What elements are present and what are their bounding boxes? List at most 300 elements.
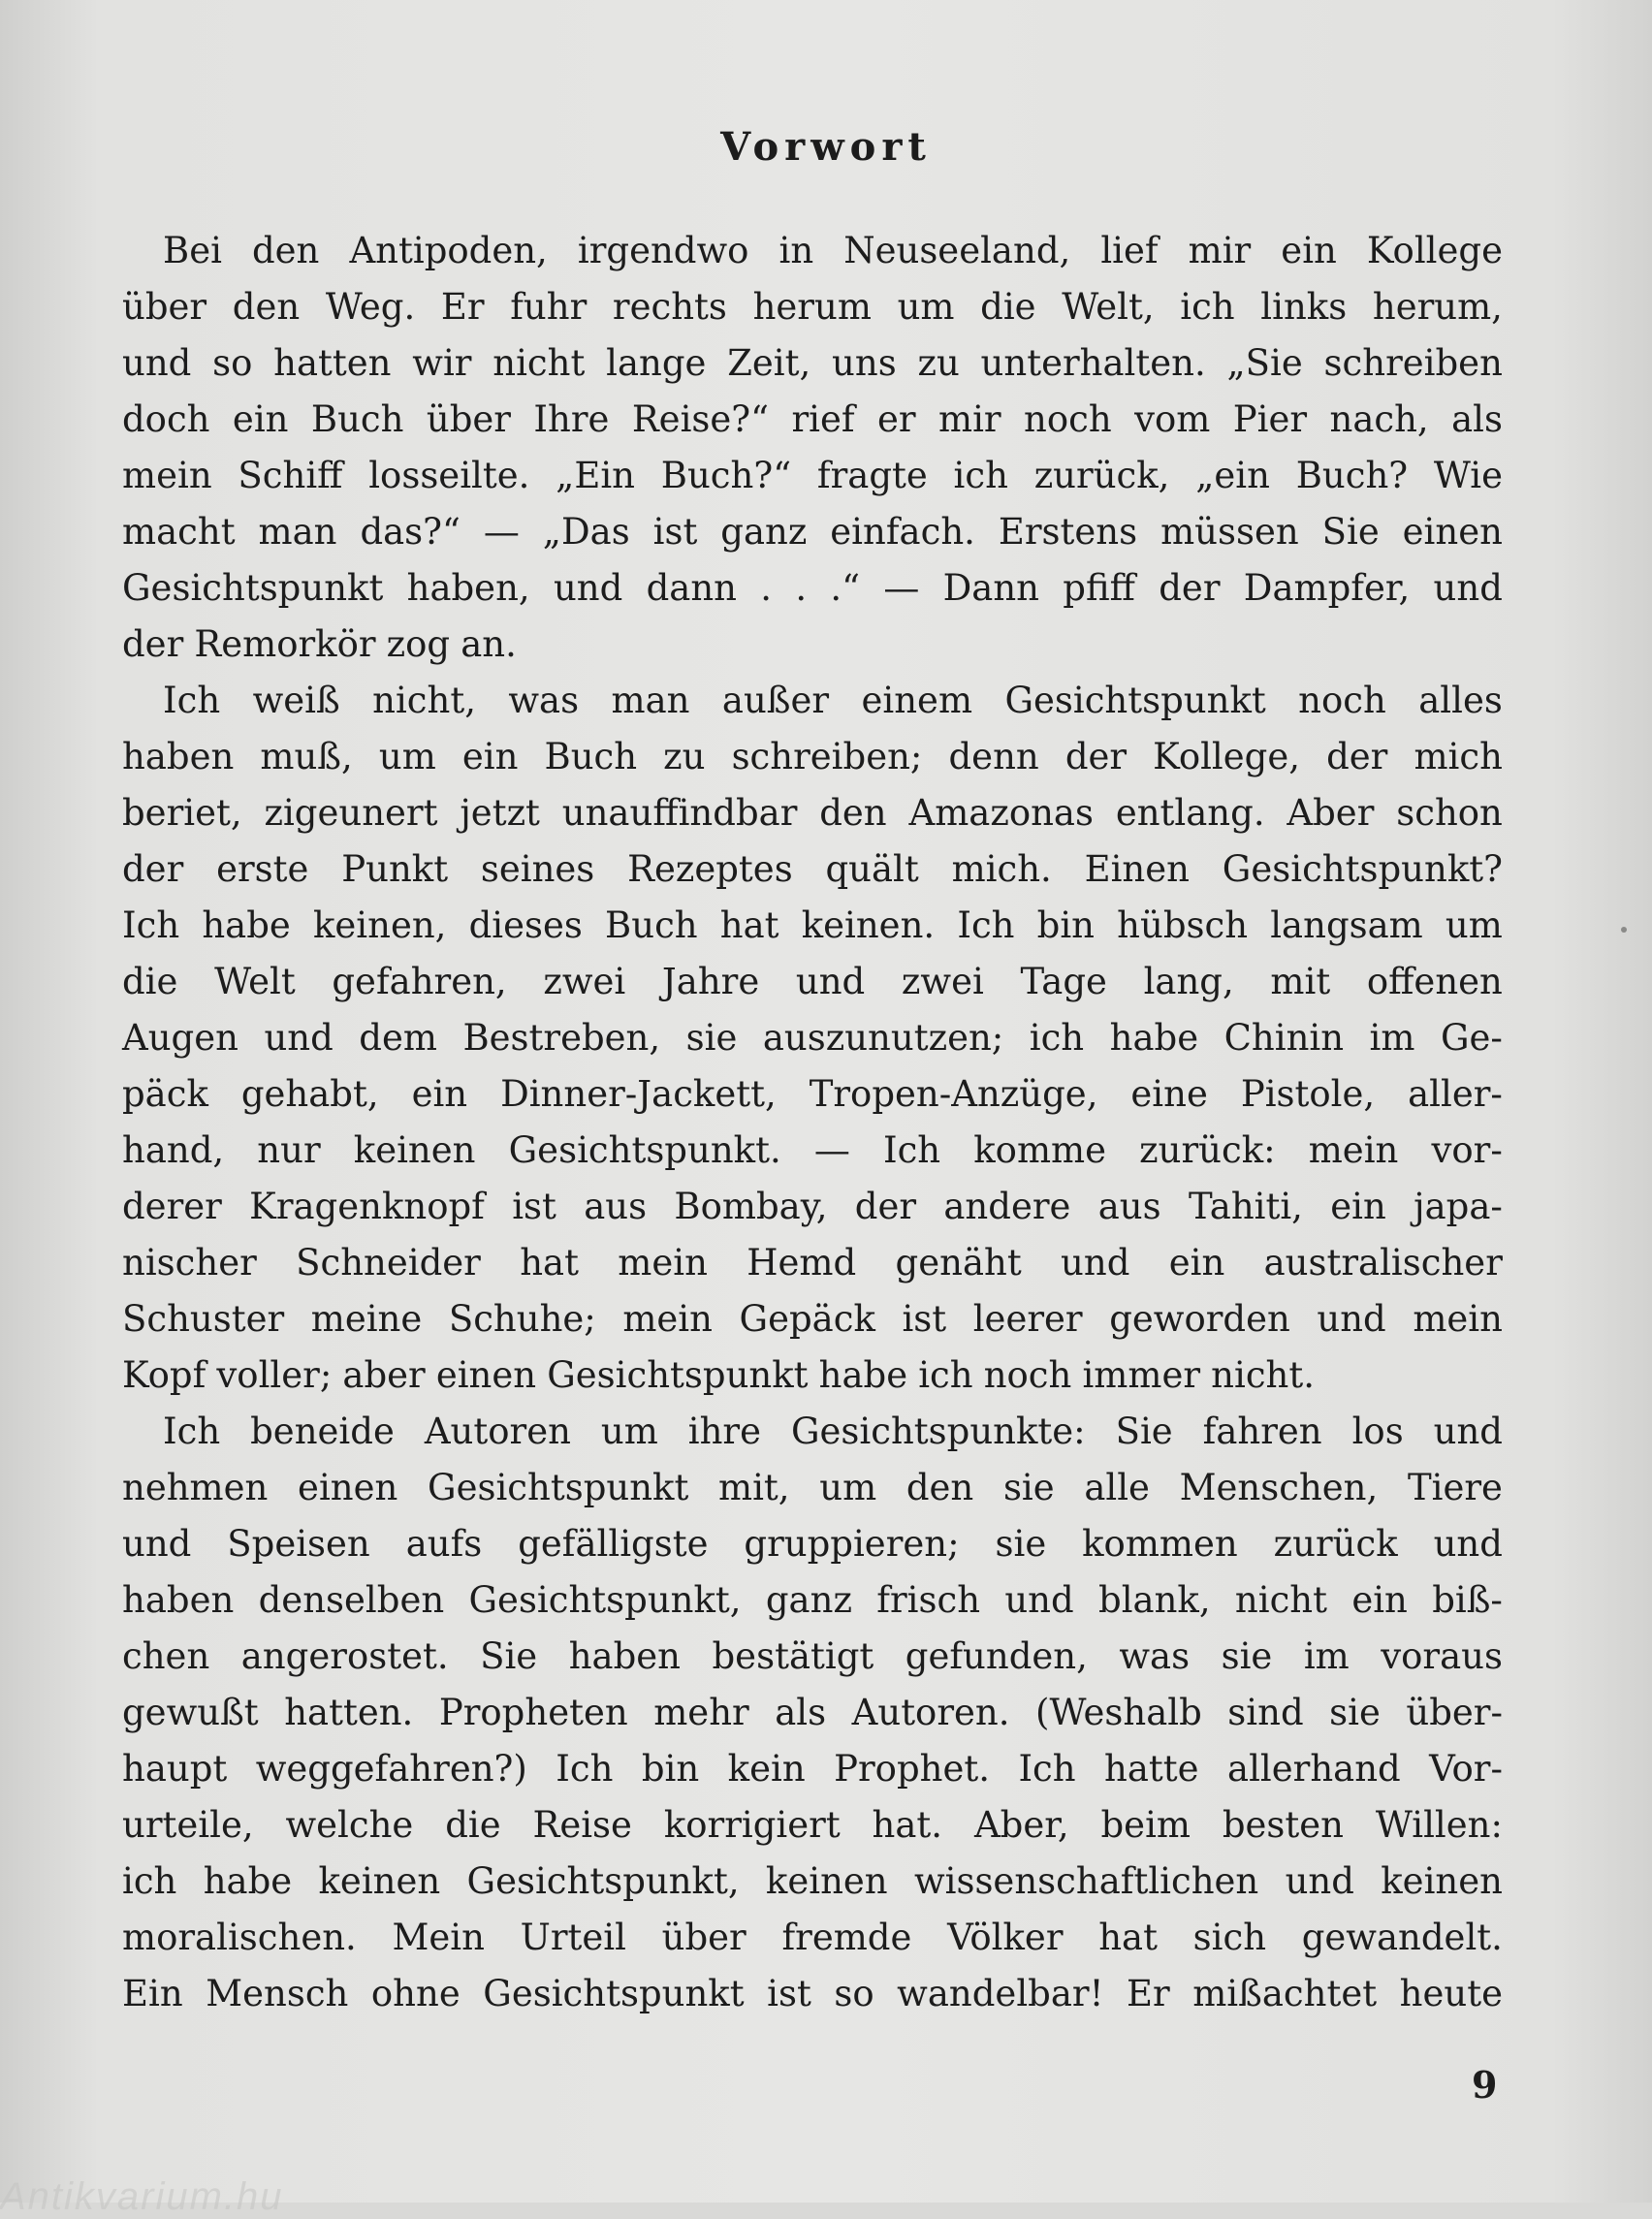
text-line xyxy=(122,560,1503,617)
word: mein xyxy=(1308,1129,1399,1171)
word: um xyxy=(819,1467,877,1508)
word: Buch? xyxy=(1295,455,1409,496)
word: wissenschaftlichen xyxy=(913,1860,1259,1902)
text-line xyxy=(122,335,1503,392)
word: immer xyxy=(1082,1354,1201,1396)
word: Autoren. xyxy=(851,1692,1010,1733)
body-text xyxy=(122,223,1503,2022)
word: mein xyxy=(622,1298,713,1340)
word: kein xyxy=(727,1748,806,1790)
word: noch xyxy=(1024,398,1112,440)
word: keinen. xyxy=(801,904,936,946)
word: Kollege, xyxy=(1153,736,1301,777)
word: hatten. xyxy=(284,1692,414,1733)
word: Pistole, xyxy=(1240,1073,1376,1115)
word: den xyxy=(905,1467,974,1508)
word: entlang. xyxy=(1115,792,1265,834)
word: man xyxy=(611,680,690,721)
word: ist xyxy=(512,1186,556,1227)
word: gehabt, xyxy=(240,1073,379,1115)
word: mein xyxy=(1413,1298,1503,1340)
word: vor- xyxy=(1431,1129,1503,1171)
text-line xyxy=(122,1010,1503,1066)
word: nicht xyxy=(1234,1579,1328,1621)
text-line xyxy=(122,1854,1503,1910)
word: schreiben; xyxy=(731,736,923,777)
word: und xyxy=(1061,1242,1130,1284)
text-line xyxy=(122,1516,1503,1572)
word: Gesichtspunkt, xyxy=(466,1860,740,1902)
text-line xyxy=(122,954,1503,1010)
word: — xyxy=(813,1129,850,1171)
word: Autoren xyxy=(424,1411,571,1452)
word: der xyxy=(122,623,184,665)
word: langsam xyxy=(1270,904,1423,946)
word: ein xyxy=(411,1073,468,1115)
word: als xyxy=(1451,398,1503,440)
word: Ich xyxy=(882,1129,941,1171)
word: außer xyxy=(721,680,830,721)
word: weggefahren?) xyxy=(255,1748,527,1790)
word: als xyxy=(775,1692,827,1733)
word: Reise?“ xyxy=(631,398,770,440)
word: Prophet. xyxy=(834,1748,990,1790)
word: ist xyxy=(652,511,698,553)
text-line xyxy=(122,617,1503,673)
word: „Sie xyxy=(1226,342,1303,384)
word: der xyxy=(1159,567,1221,609)
word: Urteil xyxy=(520,1917,626,1958)
word: erste xyxy=(216,848,309,890)
word: leerer xyxy=(972,1298,1083,1340)
text-line xyxy=(122,841,1503,898)
word: um xyxy=(1445,904,1503,946)
word: er xyxy=(877,398,916,440)
word: und xyxy=(264,1017,334,1059)
text-line xyxy=(122,1966,1503,2022)
word: Dann xyxy=(942,567,1040,609)
word: angerostet. xyxy=(240,1635,449,1677)
word: Jahre xyxy=(661,961,760,1002)
word: haben xyxy=(122,736,235,777)
word: habe xyxy=(818,1354,908,1396)
word: auszunutzen; xyxy=(762,1017,1004,1059)
word: und xyxy=(122,1523,192,1565)
word: Kragenknopf xyxy=(249,1186,485,1227)
text-line xyxy=(122,392,1503,448)
word: aller- xyxy=(1408,1073,1503,1115)
word: Gesichtspunkt xyxy=(122,567,384,609)
word: und xyxy=(795,961,866,1002)
word: und xyxy=(1433,1523,1503,1565)
word: Hemd xyxy=(747,1242,857,1284)
word: der xyxy=(1064,736,1128,777)
word: einem xyxy=(861,680,973,721)
word: noch xyxy=(1298,680,1386,721)
word: die xyxy=(445,1804,501,1846)
word: ein xyxy=(1281,230,1337,271)
word: Buch xyxy=(544,736,638,777)
word: hand, xyxy=(122,1129,225,1171)
word: Schiff xyxy=(238,455,343,496)
word: an. xyxy=(461,623,517,665)
watermark: Antikvarium.hu xyxy=(0,2175,284,2218)
word: (Weshalb xyxy=(1035,1692,1202,1733)
word: denselben xyxy=(258,1579,445,1621)
word: Welt, xyxy=(1062,286,1155,328)
word: ihre xyxy=(687,1411,761,1452)
word: mir xyxy=(938,398,1001,440)
text-line xyxy=(122,1291,1503,1347)
word: ich xyxy=(953,455,1008,496)
word: hat. xyxy=(872,1804,943,1846)
word: müssen xyxy=(1160,511,1299,553)
word: die xyxy=(122,961,178,1002)
word: sie xyxy=(1002,1467,1055,1508)
word: rief xyxy=(791,398,855,440)
word: australischer xyxy=(1263,1242,1503,1284)
word: gewandelt. xyxy=(1301,1917,1503,1958)
word: heute xyxy=(1399,1973,1503,2014)
word: keinen, xyxy=(312,904,447,946)
word: urteile, xyxy=(122,1804,254,1846)
word: links xyxy=(1260,286,1348,328)
text-line xyxy=(122,1460,1503,1516)
word: alles xyxy=(1418,680,1503,721)
word: fuhr xyxy=(510,286,588,328)
word: Buch?“ xyxy=(660,455,792,496)
word: einen xyxy=(435,1354,537,1396)
word: alle xyxy=(1084,1467,1150,1508)
word: Willen: xyxy=(1375,1804,1503,1846)
word: einen xyxy=(298,1467,398,1508)
word: quält xyxy=(825,848,919,890)
word: Weg. xyxy=(325,286,416,328)
word: Chinin xyxy=(1223,1017,1345,1059)
word: fremde xyxy=(781,1917,912,1958)
word: und xyxy=(1317,1298,1386,1340)
word: eine xyxy=(1130,1073,1208,1115)
word: Ein xyxy=(122,1973,183,2014)
word: Aber, xyxy=(973,1804,1069,1846)
word: — xyxy=(883,567,920,609)
word: nicht, xyxy=(372,680,476,721)
word: gefahren, xyxy=(332,961,507,1002)
word: zwei xyxy=(901,961,984,1002)
word: und xyxy=(1433,1411,1503,1452)
word: Antipoden, xyxy=(349,230,548,271)
word: mich. xyxy=(951,848,1052,890)
text-line xyxy=(122,1347,1503,1404)
word: Tahiti, xyxy=(1188,1186,1303,1227)
word: nach, xyxy=(1329,398,1429,440)
word: losseilte. xyxy=(368,455,530,496)
word: fahren xyxy=(1202,1411,1322,1452)
word: Bombay, xyxy=(674,1186,828,1227)
word: voller; xyxy=(216,1354,333,1396)
word: korrigiert xyxy=(663,1804,841,1846)
word: was xyxy=(508,680,580,721)
word: Einen xyxy=(1084,848,1190,890)
word: schreiben xyxy=(1323,342,1503,384)
word: der xyxy=(854,1186,917,1227)
word: vom xyxy=(1134,398,1211,440)
word: sie xyxy=(1329,1692,1381,1733)
page-number: 9 xyxy=(1472,2063,1498,2107)
word: ich xyxy=(122,1860,177,1902)
word: uns xyxy=(832,342,897,384)
word: und xyxy=(122,342,192,384)
word: gefunden, xyxy=(905,1635,1088,1677)
word: Neuseeland, xyxy=(843,230,1071,271)
word: haupt xyxy=(122,1748,228,1790)
word: mir xyxy=(1188,230,1252,271)
word: macht xyxy=(122,511,236,553)
word: Gesichtspunkt? xyxy=(1222,848,1503,890)
word: genäht xyxy=(895,1242,1022,1284)
text-line xyxy=(122,898,1503,954)
word: Menschen, xyxy=(1179,1467,1379,1508)
word: was xyxy=(1119,1635,1191,1677)
text-line xyxy=(122,785,1503,841)
word: derer xyxy=(122,1186,222,1227)
word: kommen xyxy=(1082,1523,1238,1565)
word: mein xyxy=(122,455,212,496)
word: Sie xyxy=(1115,1411,1173,1452)
word: bin xyxy=(641,1748,700,1790)
word: Buch xyxy=(605,904,698,946)
word: um xyxy=(897,286,955,328)
text-line xyxy=(122,729,1503,785)
word: . xyxy=(795,567,808,609)
word: in xyxy=(778,230,814,271)
word: unterhalten. xyxy=(980,342,1206,384)
word: voraus xyxy=(1381,1635,1503,1677)
word: Rezeptes xyxy=(627,848,793,890)
word: aber xyxy=(342,1354,426,1396)
word: die xyxy=(980,286,1036,328)
word: noch xyxy=(983,1354,1072,1396)
word: nicht. xyxy=(1211,1354,1316,1396)
text-line xyxy=(122,504,1503,560)
word: Vor- xyxy=(1429,1748,1503,1790)
word: Punkt xyxy=(341,848,449,890)
word: bin xyxy=(1036,904,1096,946)
word: keinen xyxy=(1381,1860,1503,1902)
word: mit xyxy=(1270,961,1331,1002)
word: Gesichtspunkt. xyxy=(508,1129,781,1171)
word: Ich xyxy=(122,904,180,946)
word: Gesichtspunkt xyxy=(428,1467,689,1508)
word: Pier xyxy=(1232,398,1308,440)
word: . xyxy=(760,567,773,609)
word: Remorkör xyxy=(194,623,376,665)
word: zu xyxy=(917,342,960,384)
word: im xyxy=(1369,1017,1415,1059)
word: geworden xyxy=(1109,1298,1290,1340)
word: frisch xyxy=(876,1579,981,1621)
word: und xyxy=(1433,567,1503,609)
word: gruppieren; xyxy=(744,1523,960,1565)
word: im xyxy=(1303,1635,1350,1677)
word: Tiere xyxy=(1407,1467,1503,1508)
word: ist xyxy=(902,1298,947,1340)
word: gewußt xyxy=(122,1692,259,1733)
word: dann xyxy=(646,567,737,609)
word: Tage xyxy=(1020,961,1107,1002)
page-title: Vorwort xyxy=(720,124,932,170)
word: Ge- xyxy=(1440,1017,1503,1059)
word: das?“ xyxy=(360,511,461,553)
word: jetzt xyxy=(460,792,540,834)
word: und xyxy=(1285,1860,1354,1902)
word: Dampfer, xyxy=(1243,567,1411,609)
word: wir xyxy=(412,342,472,384)
word: lief xyxy=(1100,230,1159,271)
word: beriet, xyxy=(122,792,242,834)
word: hatten xyxy=(273,342,392,384)
word: den xyxy=(251,230,320,271)
word: schon xyxy=(1396,792,1503,834)
word: bestätigt xyxy=(712,1635,874,1677)
word: habe xyxy=(202,904,291,946)
word: Ich xyxy=(957,904,1015,946)
word: fragte xyxy=(816,455,928,496)
word: mich xyxy=(1414,736,1503,777)
text-line xyxy=(122,448,1503,504)
word: irgendwo xyxy=(577,230,749,271)
word: blank, xyxy=(1098,1579,1211,1621)
word: lang, xyxy=(1143,961,1234,1002)
word: habe xyxy=(203,1860,293,1902)
word: nicht xyxy=(492,342,586,384)
word: Augen xyxy=(122,1017,238,1059)
word: ganz xyxy=(720,511,808,553)
word: den xyxy=(819,792,887,834)
text-line xyxy=(122,1179,1503,1235)
word: sie xyxy=(995,1523,1047,1565)
word: zurück: xyxy=(1139,1129,1276,1171)
word: Mensch xyxy=(206,1973,349,2014)
word: Er xyxy=(1126,1973,1170,2014)
word: Ich xyxy=(163,680,221,721)
word: komme xyxy=(973,1129,1107,1171)
word: Gesichtspunkt xyxy=(1004,680,1266,721)
word: Ich xyxy=(556,1748,614,1790)
word: Aber xyxy=(1287,792,1375,834)
word: Schneider xyxy=(296,1242,481,1284)
word: Schuhe; xyxy=(448,1298,596,1340)
text-line xyxy=(122,1123,1503,1179)
word: hübsch xyxy=(1117,904,1249,946)
word: Ihre xyxy=(533,398,610,440)
word: rechts xyxy=(612,286,727,328)
word: über- xyxy=(1406,1692,1503,1733)
word: hat xyxy=(719,904,779,946)
word: zurück xyxy=(1273,1523,1398,1565)
word: los xyxy=(1351,1411,1404,1452)
word: zwei xyxy=(543,961,626,1002)
word: sind xyxy=(1227,1692,1304,1733)
word: haben, xyxy=(406,567,530,609)
word: sie xyxy=(1221,1635,1273,1677)
word: andere xyxy=(943,1186,1071,1227)
word: „Ein xyxy=(556,455,636,496)
word: besten xyxy=(1222,1804,1345,1846)
word: Sie xyxy=(480,1635,538,1677)
word: japa- xyxy=(1414,1186,1503,1227)
word: Zeit, xyxy=(727,342,811,384)
word: Dinner-Jackett, xyxy=(500,1073,777,1115)
word: Wie xyxy=(1433,455,1503,496)
word: beim xyxy=(1100,1804,1191,1846)
paper-speck xyxy=(1621,927,1627,933)
word: habe xyxy=(1109,1017,1199,1059)
word: mehr xyxy=(653,1692,749,1733)
word: Amazonas xyxy=(908,792,1094,834)
word: zigeunert xyxy=(264,792,438,834)
word: päck xyxy=(122,1073,208,1115)
word: ein xyxy=(232,398,289,440)
word: denn xyxy=(948,736,1039,777)
word: welche xyxy=(285,1804,414,1846)
word: sie xyxy=(685,1017,738,1059)
word: Erstens xyxy=(998,511,1138,553)
text-line xyxy=(122,1910,1503,1966)
word: Bei xyxy=(163,230,222,271)
word: wandelbar! xyxy=(897,1973,1104,2014)
word: dem xyxy=(359,1017,437,1059)
word: hat xyxy=(1098,1917,1158,1958)
word: herum, xyxy=(1372,286,1503,328)
word: Ich xyxy=(1018,1748,1076,1790)
word: über xyxy=(661,1917,747,1958)
word: weiß xyxy=(252,680,340,721)
text-line xyxy=(122,1066,1503,1123)
word: Gepäck xyxy=(739,1298,875,1340)
word: ein xyxy=(1168,1242,1225,1284)
word: muß, xyxy=(260,736,353,777)
word: „Das xyxy=(542,511,630,553)
word: den xyxy=(232,286,301,328)
word: Speisen xyxy=(227,1523,370,1565)
word: einen xyxy=(1402,511,1503,553)
word: meine xyxy=(310,1298,423,1340)
word: nischer xyxy=(122,1242,257,1284)
word: haben xyxy=(568,1635,681,1677)
word: beneide xyxy=(250,1411,395,1452)
word: so xyxy=(834,1973,874,2014)
word: „ein xyxy=(1195,455,1270,496)
word: ist xyxy=(767,1973,811,2014)
word: dieses xyxy=(468,904,583,946)
word: Gesichtspunkt xyxy=(547,1354,809,1396)
word: pfiff xyxy=(1063,567,1135,609)
word: aus xyxy=(584,1186,648,1227)
word: nur xyxy=(257,1129,321,1171)
word: Bestreben, xyxy=(462,1017,661,1059)
word: zurück, xyxy=(1033,455,1170,496)
word: Gesichtspunkt, xyxy=(468,1579,742,1621)
word: über xyxy=(122,286,207,328)
word: keinen xyxy=(765,1860,888,1902)
word: haben xyxy=(122,1579,235,1621)
word: und xyxy=(553,567,623,609)
text-line xyxy=(122,673,1503,729)
word: und xyxy=(1004,1579,1074,1621)
word: hat xyxy=(520,1242,579,1284)
word: ein xyxy=(461,736,519,777)
